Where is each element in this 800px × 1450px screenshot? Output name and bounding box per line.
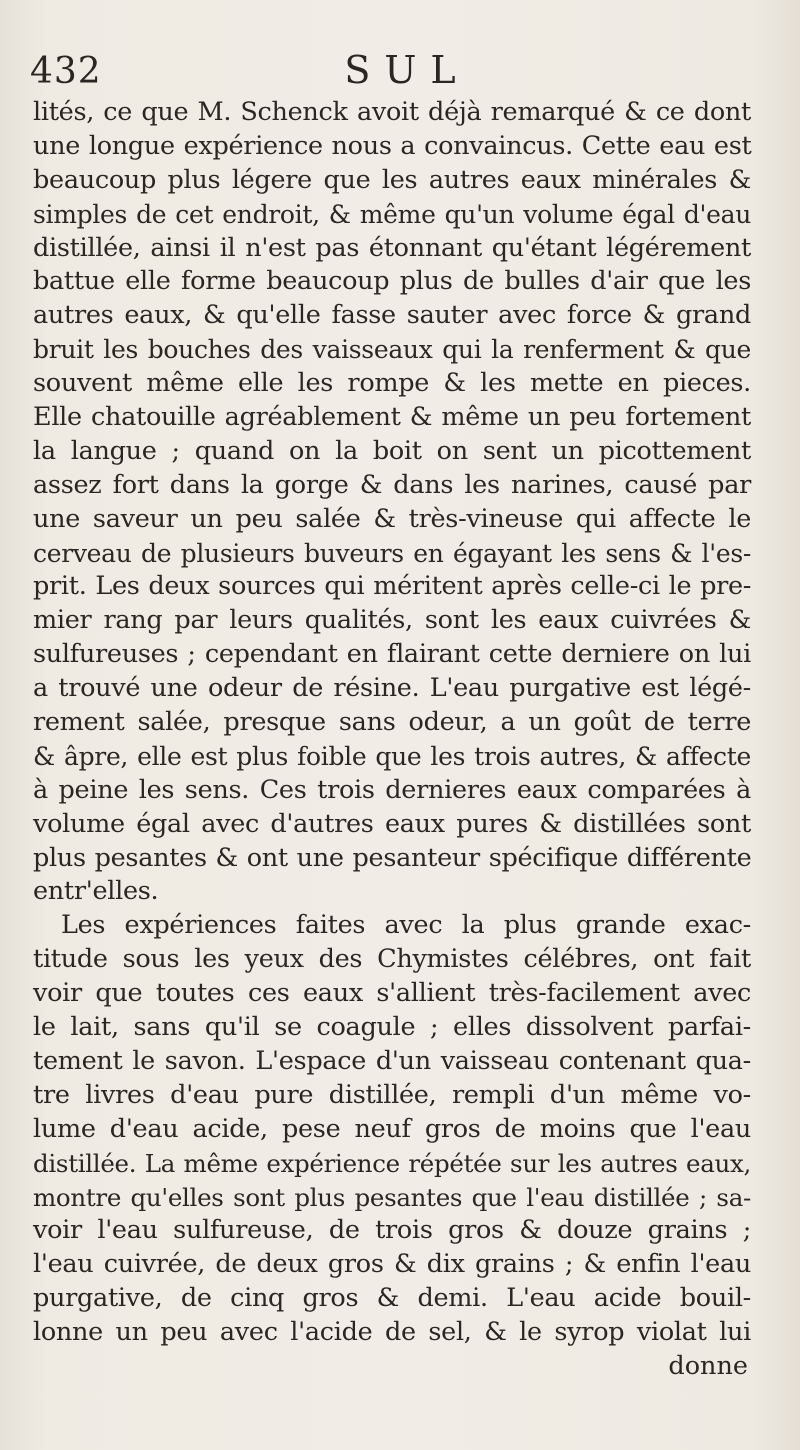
text-line: entr'elles.: [33, 876, 159, 907]
text-line: sulfureuses ; cependant en flairant cette derniere on lui: [33, 639, 751, 670]
text-line: mier rang par leurs qualités, sont les eaux cuivrées &: [33, 605, 751, 636]
text-line: Elle chatouille agréablement & même un peu fortement: [33, 402, 751, 433]
body-text: [33, 96, 751, 1350]
text-line: autres eaux, & qu'elle fasse sauter avec force & grand: [33, 300, 751, 331]
text-line: simples de cet endroit, & même qu'un volume égal d'eau: [33, 199, 751, 229]
page-number: 432: [30, 51, 102, 92]
catchword: donne: [668, 1351, 748, 1381]
text-line: la langue ; quand on la boit on sent un picottement: [33, 435, 751, 466]
text-line: tement le savon. L'espace d'un vaisseau contenant qua-: [33, 1045, 751, 1076]
text-line: titude sous les yeux des Chymistes célébres, ont fait: [33, 944, 751, 975]
running-head: SUL: [344, 48, 470, 92]
text-line: volume égal avec d'autres eaux pures & distillées sont: [33, 808, 751, 839]
text-line: lume d'eau acide, pese neuf gros de moins que l'eau: [33, 1113, 751, 1144]
text-line: souvent même elle les rompe & les mette en pieces.: [33, 368, 751, 399]
text-line: distillée. La même expérience répétée sur les autres eaux,: [33, 1148, 751, 1178]
text-line: & âpre, elle est plus foible que les trois autres, & affecte: [33, 741, 751, 771]
text-line: voir que toutes ces eaux s'allient très-facilement avec: [33, 978, 751, 1009]
text-line: le lait, sans qu'il se coagule ; elles dissolvent parfai-: [33, 1012, 751, 1043]
text-line: montre qu'elles sont plus pesantes que l'eau distillée ; sa-: [33, 1182, 751, 1212]
text-line: prit. Les deux sources qui méritent après celle-ci le pre-: [33, 571, 752, 602]
text-line: plus pesantes & ont une pesanteur spécifique différente: [33, 842, 752, 873]
text-line: lonne un peu avec l'acide de sel, & le syrop violat lui: [33, 1317, 751, 1348]
text-line: assez fort dans la gorge & dans les narines, causé par: [33, 469, 751, 500]
text-line: distillée, ainsi il n'est pas étonnant qu'étant légérement: [33, 232, 751, 263]
text-line: cerveau de plusieurs buveurs en égayant les sens & l'es-: [33, 538, 751, 568]
text-line: à peine les sens. Ces trois dernieres eaux comparées à: [33, 774, 751, 805]
text-line: une saveur un peu salée & très-vineuse qui affecte le: [33, 503, 751, 534]
text-line: purgative, de cinq gros & demi. L'eau acide bouil-: [33, 1283, 751, 1314]
text-line: a trouvé une odeur de résine. L'eau purgative est légé-: [33, 673, 751, 704]
text-line: bruit les bouches des vaisseaux qui la renferment & que: [33, 335, 751, 365]
text-line: beaucoup plus légere que les autres eaux minérales &: [33, 164, 751, 195]
text-line: voir l'eau sulfureuse, de trois gros & douze grains ;: [33, 1215, 751, 1246]
text-line: Les expériences faites avec la plus grande exac-: [61, 910, 751, 941]
text-line: rement salée, presque sans odeur, a un goût de terre: [33, 707, 751, 738]
text-line: tre livres d'eau pure distillée, rempli d'un même vo-: [33, 1079, 751, 1110]
text-line: une longue expérience nous a convaincus. Cette eau est: [33, 130, 752, 161]
text-line: lités, ce que M. Schenck avoit déjà remarqué & ce dont: [33, 97, 751, 127]
text-line: l'eau cuivrée, de deux gros & dix grains ; & enfin l'eau: [33, 1249, 751, 1280]
text-line: battue elle forme beaucoup plus de bulles d'air que les: [33, 266, 751, 297]
